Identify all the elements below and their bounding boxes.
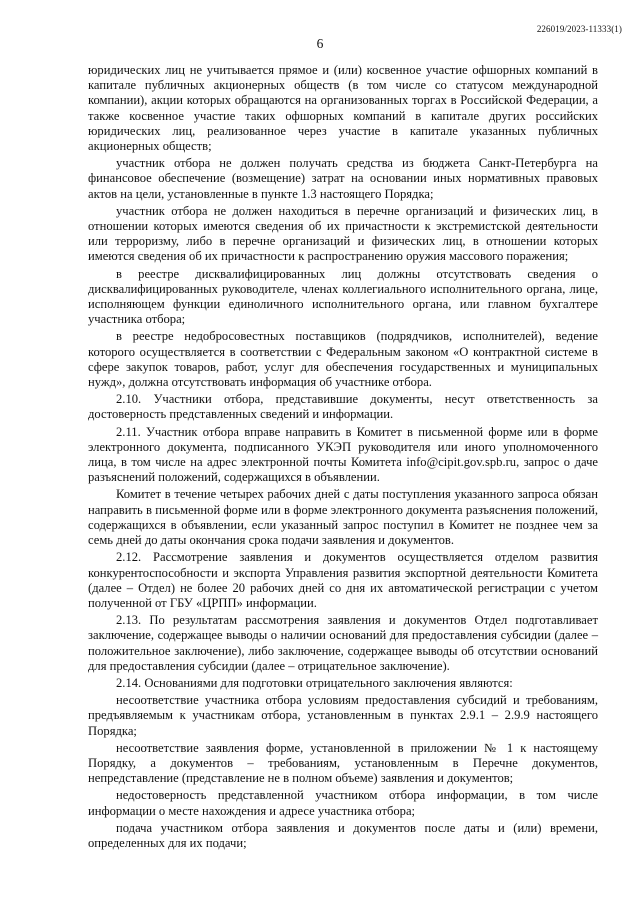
paragraph-ground-form-mismatch: несоответствие заявления форме, установленной в приложении № 1 к настоящему Порядку, а документов – требованиям, установленным в Перечне документов, непредставление (представление не в полном объеме) заявления и документов; [88,740,598,786]
paragraph-disqualified-registry: в реестре дисквалифицированных лиц должны отсутствовать сведения о дисквалифицированных руководителе, членах коллегиального исполнительного органа, лице, исполняющем функции единоличного исполнительного органа, или главном бухгалтере участника отбора; [88,266,598,327]
paragraph-unfair-suppliers: в реестре недобросовестных поставщиков (подрядчиков, исполнителей), ведение которого осуществляется в соответствии с Федеральным законом «О контрактной системе в сфере закупок товаров, работ, услуг для обеспечения государственных и муниципальных нужд», должна отсутствовать информация об участнике отбора. [88,329,598,390]
paragraph-2-14: 2.14. Основаниями для подготовки отрицательного заключения являются: [116,675,513,690]
paragraph-ground-false-info: недостоверность представленной участником отбора информации, в том числе информации о месте нахождения и адресе участника отбора; [88,788,598,818]
paragraph-2-11-response: Комитет в течение четырех рабочих дней с даты поступления указанного запроса обязан направить в письменной форме или в форме электронного документа разъяснения положений, содержащихся в объявлении, если указанный запрос поступил в Комитет не позднее чем за семь дней до даты окончания срока подачи заявления и документов. [88,487,598,548]
document-registration-number: 226019/2023-11333(1) [536,24,622,34]
paragraph-2-12: 2.12. Рассмотрение заявления и документов осуществляется отделом развития конкурентоспособности и экспорта Управления развития экспортной деятельности Комитета (далее – Отдел) не более 20 рабочих дней со дня их автоматической регистрации с учетом полученной от ГБУ «ЦРПП» информации. [88,550,598,610]
paragraph-2-10: 2.10. Участники отбора, представившие документы, несут ответственность за достоверность представленных сведений и информации. [88,392,598,422]
paragraph-budget-funds: участник отбора не должен получать средства из бюджета Санкт-Петербурга на финансовое обеспечение (возмещение) затрат на основании иных нормативных правовых актов на цели, установленные в пункте 1.3 настоящего Порядка; [88,156,598,201]
paragraph-offshore-continuation: юридических лиц не учитывается прямое и (или) косвенное участие офшорных компаний в капитале публичных акционерных обществ (в том числе со статусом международной компании), акции которых обращаются на организованных торгах в Российской Федерации, а также косвенное участие таких офшорных компаний в капитале других российских юридических лиц, реализованное через участие в капитале указанных публичных акционерных обществ; [88,63,598,154]
document-body [88,63,598,853]
paragraph-2-11: 2.11. Участник отбора вправе направить в Комитет в письменной форме или в форме электронного документа, подписанного УКЭП руководителя или иного уполномоченного лица, в том числе на адрес электронной почты Комитета info@cipit.gov.spb.ru, запрос о даче разъяснений положений, содержащихся в объявлении. [88,424,598,485]
paragraph-ground-late-submission: подача участником отбора заявления и документов после даты и (или) времени, определенных для их подачи; [88,820,598,850]
paragraph-2-13: 2.13. По результатам рассмотрения заявления и документов Отдел подготавливает заключение, содержащее выводы о наличии оснований для предоставления субсидии (далее – положительное заключение), либо заключение, содержащее выводы об отсутствии оснований для предоставления субсидии (далее – отрицательное заключение). [88,613,598,673]
paragraph-extremism-list: участник отбора не должен находиться в перечне организаций и физических лиц, в отношении которых имеются сведения об их причастности к экстремистской деятельности или терроризму, либо в перечне организаций и физических лиц, в отношении которых имеются сведения об их причастности к распространению оружия массового поражения; [88,203,598,264]
paragraph-ground-noncompliance: несоответствие участника отбора условиям предоставления субсидий и требованиям, предъявляемым к участникам отбора, установленным в пунктах 2.9.1 – 2.9.9 настоящего Порядка; [88,693,598,738]
page-number: 6 [316,36,324,51]
